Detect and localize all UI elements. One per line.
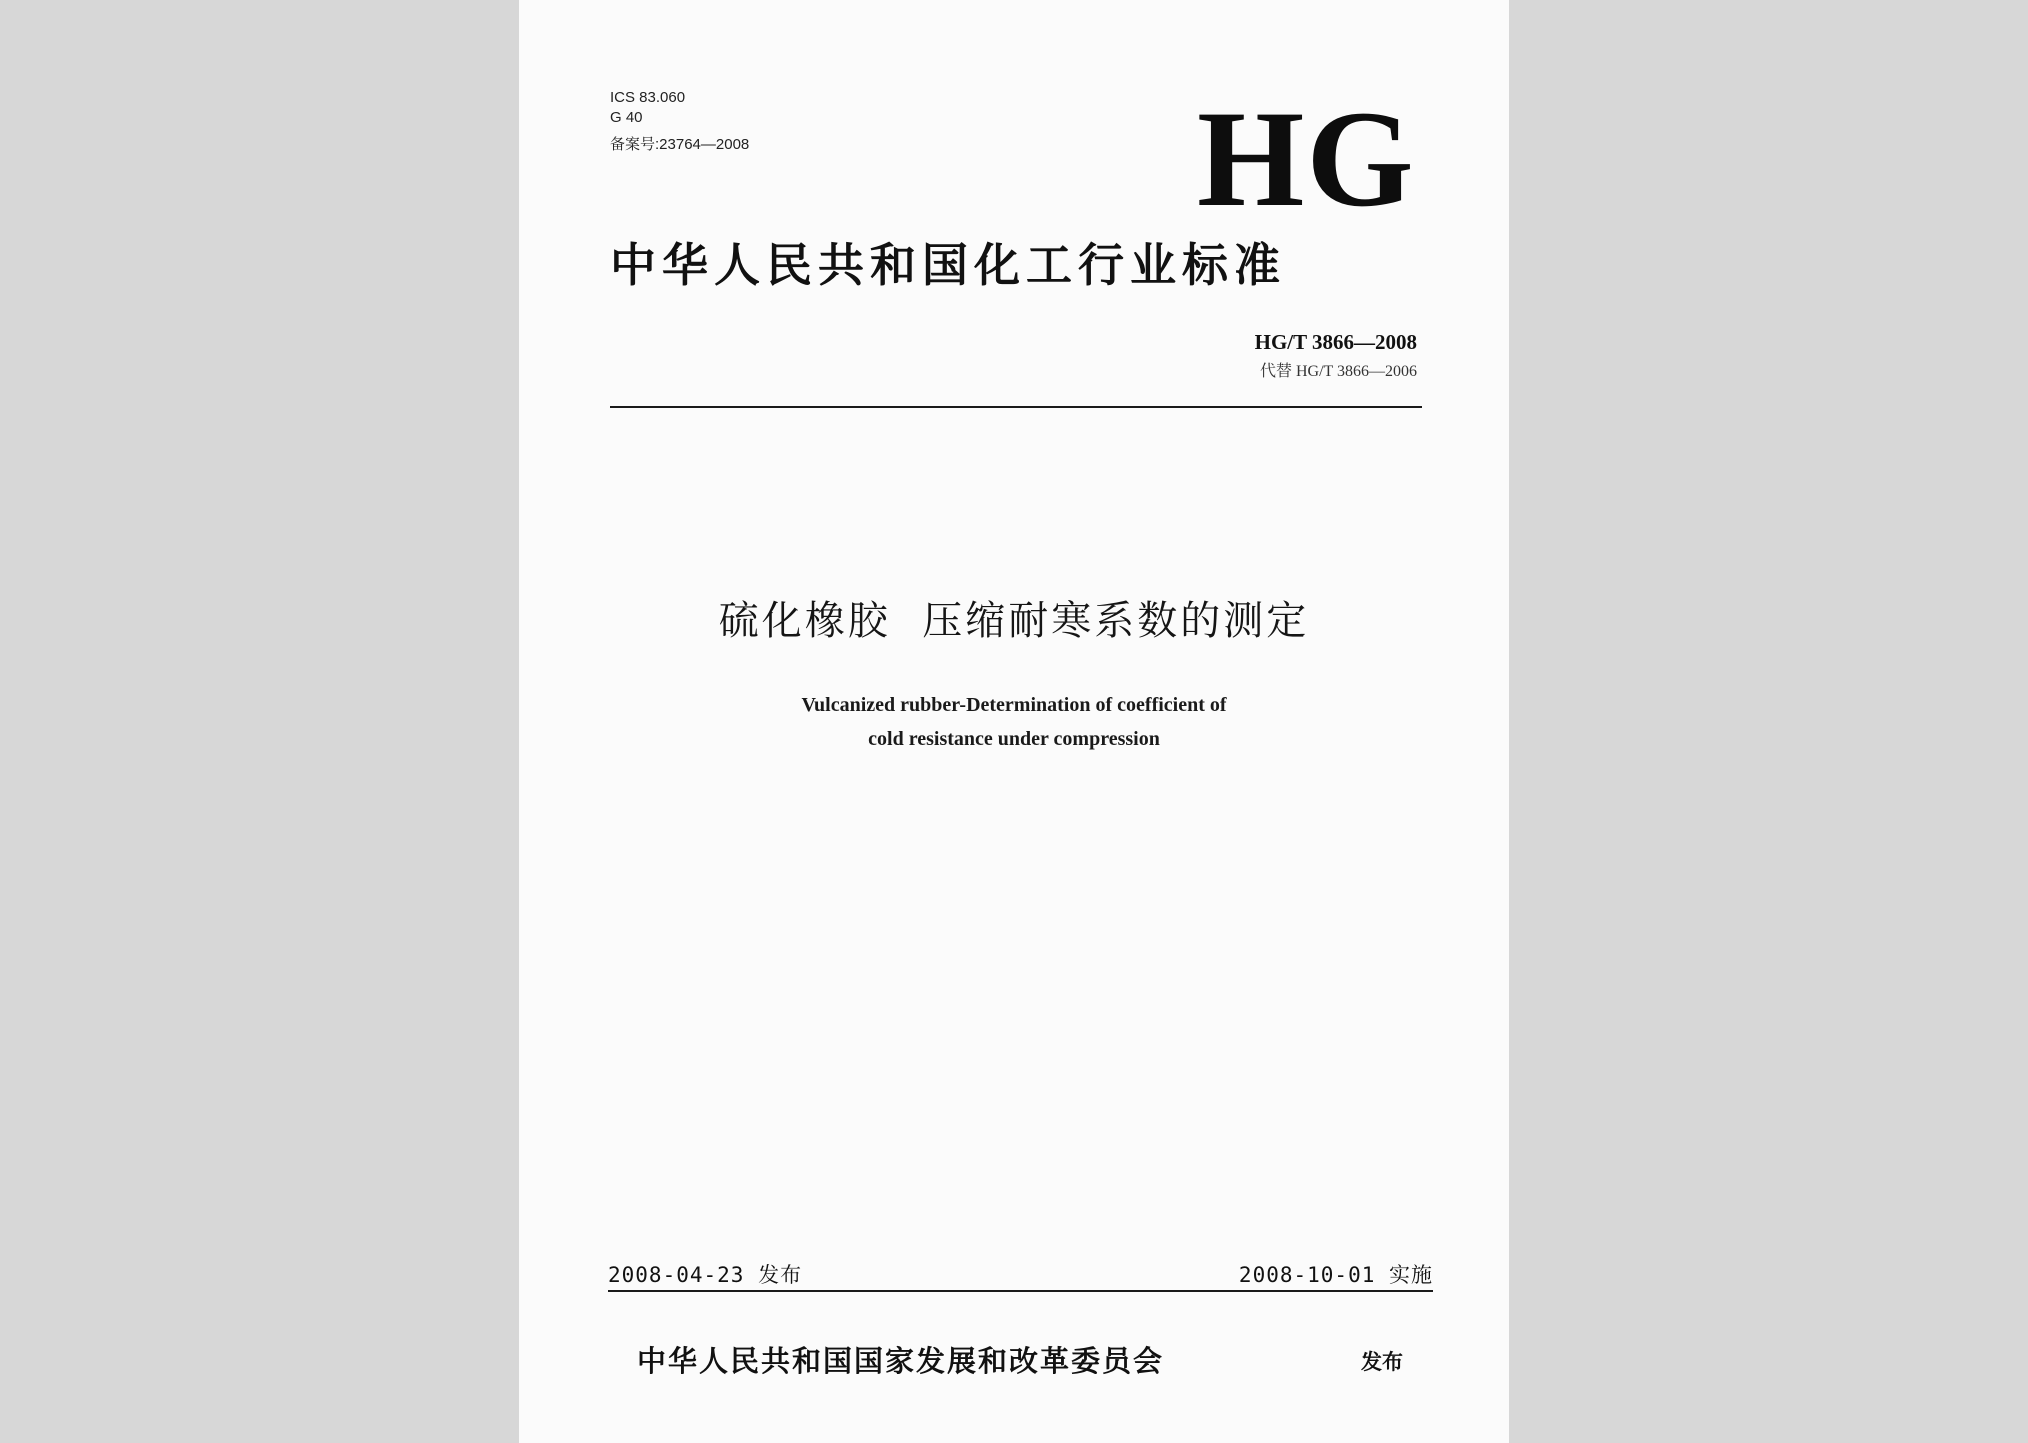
record-number: 备案号:23764—2008 [610, 136, 750, 153]
document-page [519, 0, 1509, 1443]
publisher: 中华人民共和国国家发展和改革委员会 [637, 1344, 1165, 1378]
standard-title: 中华人民共和国化工行业标准 [610, 238, 1286, 292]
document-title-english-line1: Vulcanized rubber-Determination of coefficient of [801, 694, 1227, 716]
publisher-action: 发布 [1361, 1350, 1403, 1374]
replaces-standard: 代替 HG/T 3866—2006 [1259, 363, 1417, 380]
standard-number: HG/T 3866—2008 [1254, 330, 1417, 354]
hg-logo: HG [1197, 82, 1416, 235]
footer-divider [608, 1290, 1433, 1292]
ics-code: ICS 83.060 [610, 89, 686, 106]
implementation-date: 2008-10-01 实施 [1238, 1263, 1433, 1287]
issue-date: 2008-04-23 发布 [608, 1263, 803, 1287]
document-title-chinese: 硫化橡胶 压缩耐寒系数的测定 [718, 598, 1310, 644]
header-divider [610, 406, 1422, 408]
document-title-english-line2: cold resistance under compression [868, 728, 1160, 750]
classification-code: G 40 [610, 109, 643, 126]
